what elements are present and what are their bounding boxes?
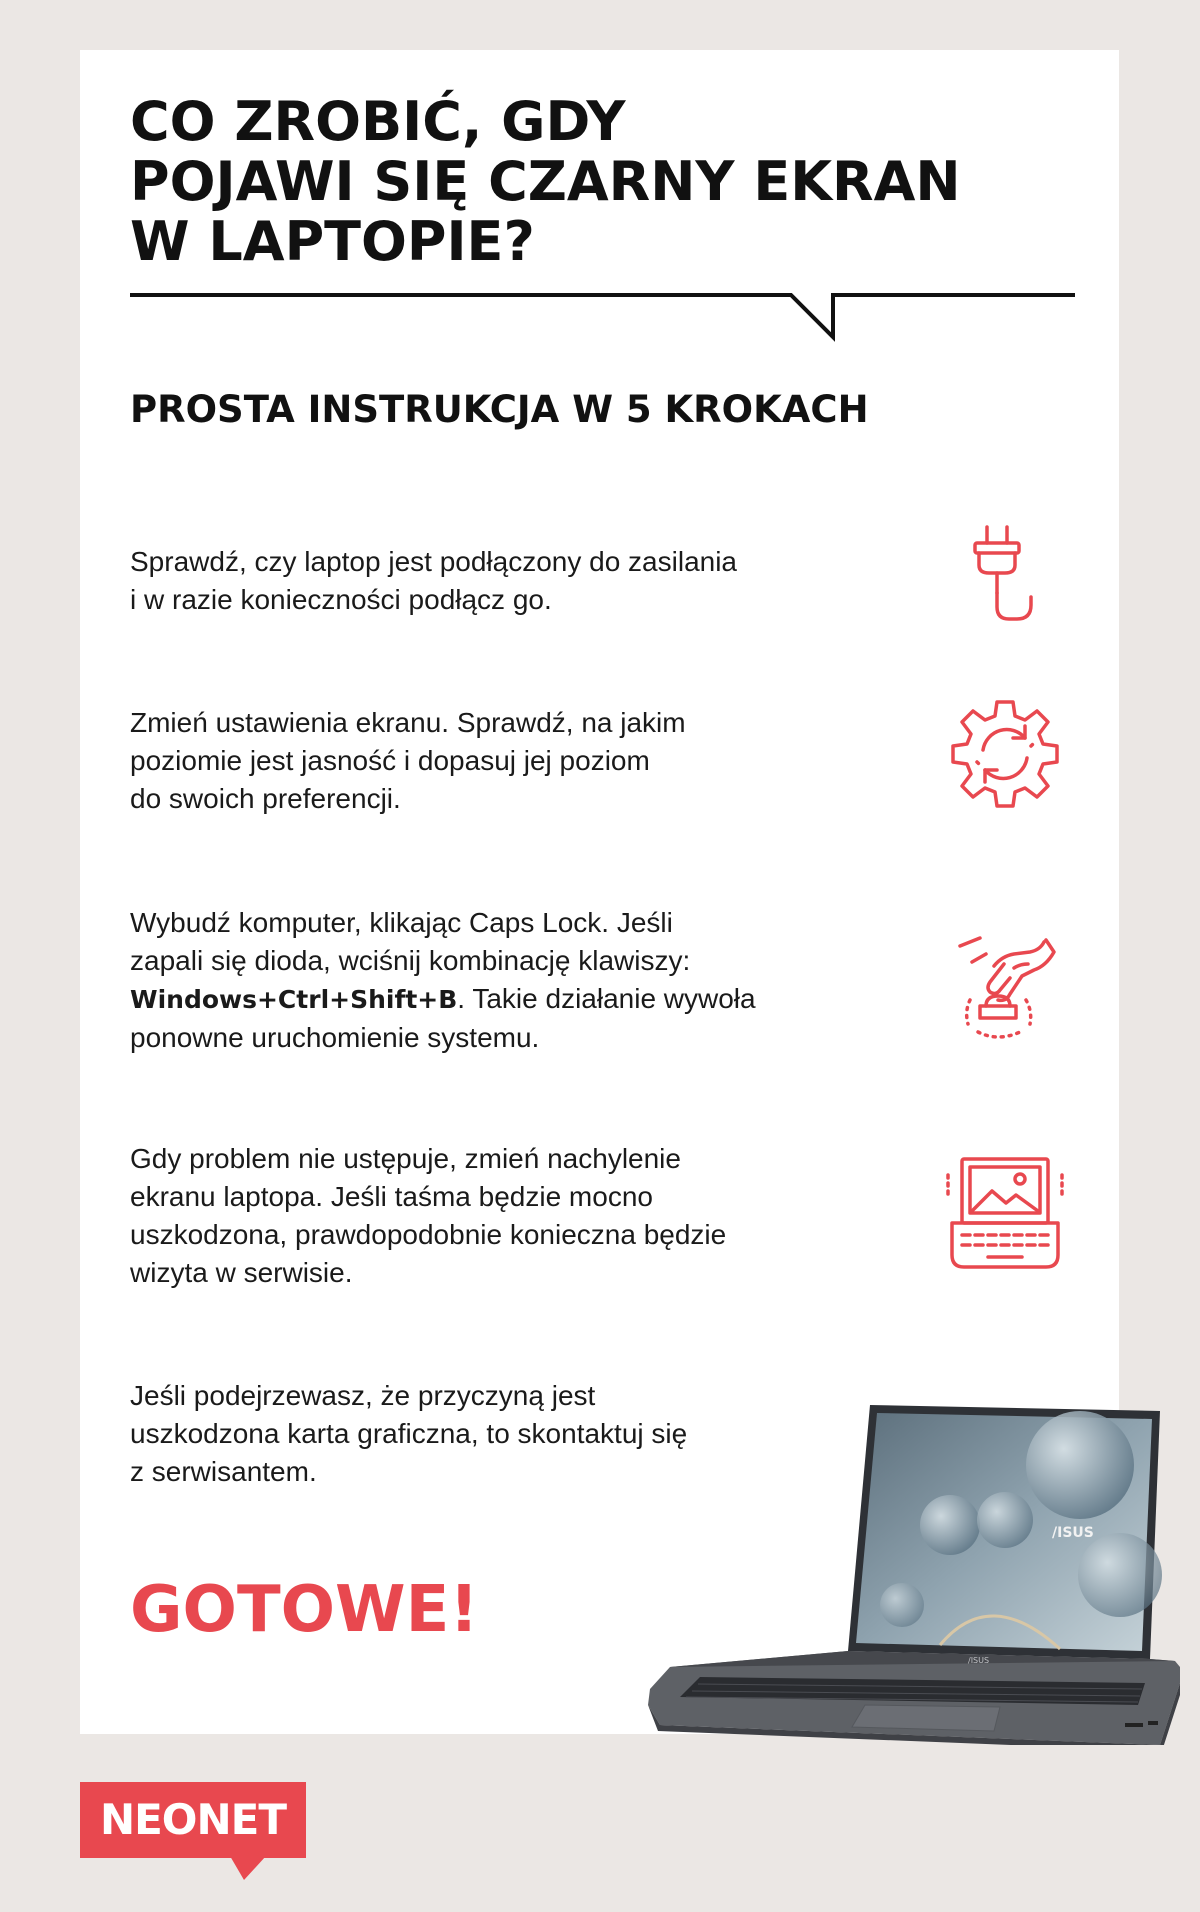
- step-2-text: [130, 704, 850, 818]
- step-line: i w razie konieczności podłącz go.: [130, 584, 552, 615]
- title-line: CO ZROBIĆ, GDY: [130, 90, 626, 153]
- step-line: Jeśli podejrzewasz, że przyczyną jest: [130, 1380, 596, 1411]
- key-combination: Windows+Ctrl+Shift+B: [130, 985, 458, 1014]
- step-line: Sprawdź, czy laptop jest podłączony do zasilania: [130, 546, 738, 577]
- step-line: zapali się dioda, wciśnij kombinację klawiszy:: [130, 945, 691, 976]
- logo-text: NEONET: [99, 1795, 287, 1844]
- done-heading: GOTOWE!: [130, 1573, 479, 1647]
- step-line: uszkodzona karta graficzna, to skontaktuj się: [130, 1418, 688, 1449]
- laptop-brand-logo: /ISUS: [1052, 1525, 1094, 1541]
- laptop-illustration: [640, 1405, 1200, 1745]
- step-line: ponowne uruchomienie systemu.: [130, 1022, 540, 1053]
- hand-pressing-button-icon: [950, 932, 1060, 1052]
- laptop-screen-icon: [940, 1155, 1070, 1275]
- subtitle: PROSTA INSTRUKCJA W 5 KROKACH: [130, 388, 869, 431]
- gear-refresh-icon: [945, 694, 1065, 814]
- title-line: W LAPTOPIE?: [130, 210, 535, 273]
- step-line: Zmień ustawienia ekranu. Sprawdź, na jakim: [130, 707, 686, 738]
- step-line: poziomie jest jasność i dopasuj jej poziom: [130, 745, 650, 776]
- plug-icon: [965, 523, 1045, 623]
- step-line: [130, 980, 850, 1019]
- speech-bubble-divider: [130, 285, 1075, 345]
- step-4-text: [130, 1140, 850, 1292]
- step-line: Gdy problem nie ustępuje, zmień nachylenie: [130, 1143, 681, 1174]
- logo-speech-tail: [230, 1856, 270, 1882]
- step-line: uszkodzona, prawdopodobnie konieczna będzie: [130, 1219, 727, 1250]
- neonet-logo: [80, 1782, 306, 1880]
- step-line: ekranu laptopa. Jeśli taśma będzie mocno: [130, 1181, 653, 1212]
- step-line: Wybudź komputer, klikając Caps Lock. Jeśli: [130, 907, 673, 938]
- step-1-text: [130, 543, 850, 619]
- title-line: POJAWI SIĘ CZARNY EKRAN: [130, 150, 961, 213]
- step-line-tail: . Takie działanie wywoła: [457, 983, 756, 1014]
- laptop-base-logo: /ISUS: [968, 1656, 990, 1665]
- step-3-text: [130, 904, 850, 1057]
- step-line: do swoich preferencji.: [130, 783, 401, 814]
- page-title: [130, 92, 961, 272]
- step-line: z serwisantem.: [130, 1456, 317, 1487]
- step-line: wizyta w serwisie.: [130, 1257, 353, 1288]
